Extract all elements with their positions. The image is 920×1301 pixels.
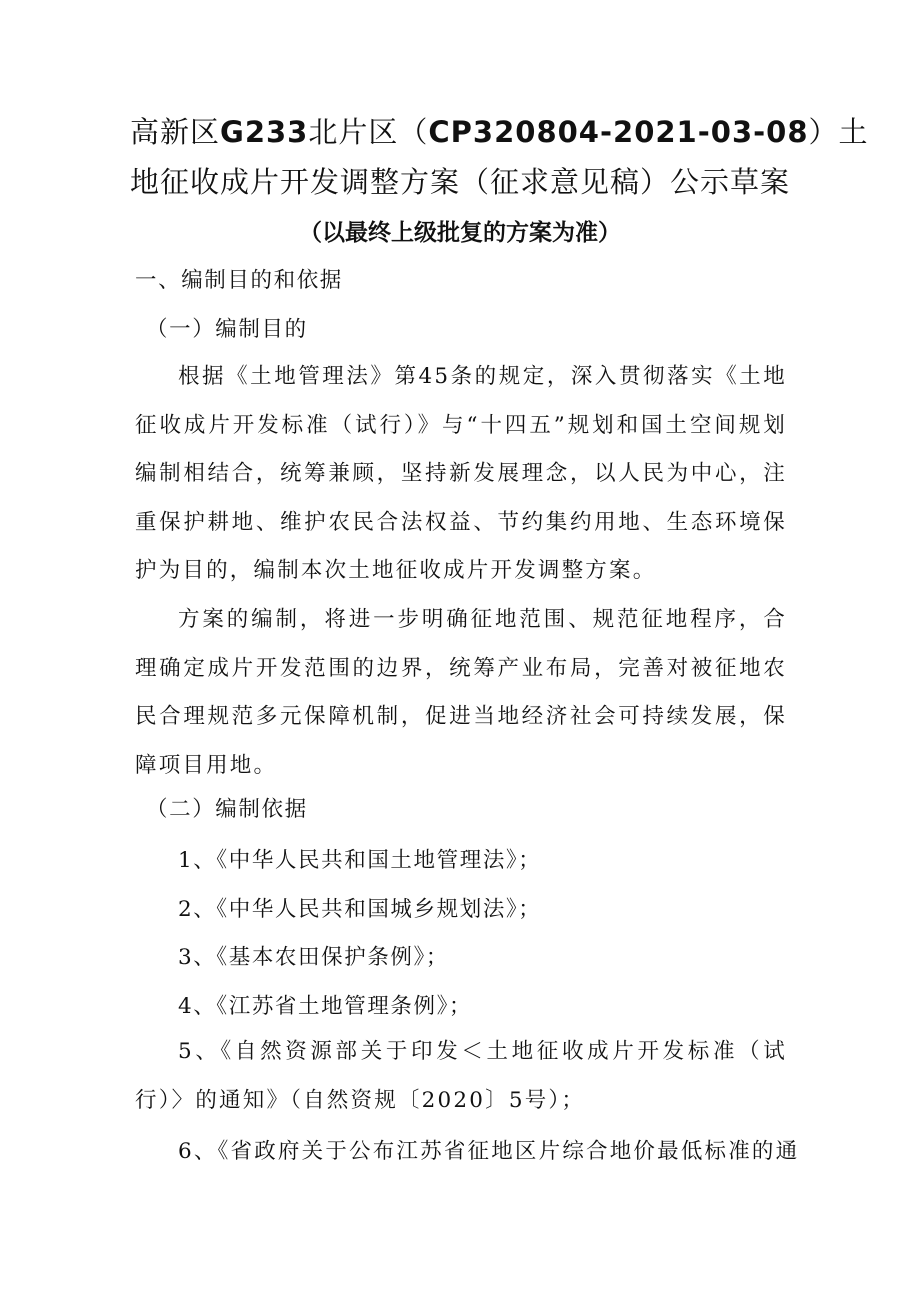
paragraph-purpose-2: 方案的编制，将进一步明确征地范围、规范征地程序，合理确定成片开发范围的边界，统筹产业布局，完善对被征地农民合理规范多元保障机制，促进当地经济社会可持续发展，保障项目用地。 xyxy=(135,607,787,778)
section-heading-1: 一、编制目的和依据 xyxy=(135,268,343,293)
basis-list-item: 1、《中华人民共和国土地管理法》； xyxy=(178,848,542,873)
document-title-line-1: 高新区G233北片区（CP320804-2021-03-08）土 xyxy=(130,115,869,149)
basis-list-item: 6、《省政府关于公布江苏省征地区片综合地价最低标准的通 xyxy=(178,1139,800,1164)
paragraph-purpose-1: 根据《土地管理法》第45条的规定，深入贯彻落实《土地征收成片开发标准（试行）》与“十四五”规划和国土空间规划编制相结合，统筹兼顾，坚持新发展理念，以人民为中心，注重保护耕地、维护农民合法权益、节约集约用地、生态环境保护为目的，编制本次土地征收成片开发调整方案。 xyxy=(135,364,787,583)
basis-list-item: 2、《中华人民共和国城乡规划法》； xyxy=(178,897,542,922)
basis-list-item: 4、《江苏省土地管理条例》； xyxy=(178,994,473,1019)
document-title-line-2: 地征收成片开发调整方案（征求意见稿）公示草案 xyxy=(130,165,791,199)
basis-list-item: 3、《基本农田保护条例》； xyxy=(178,945,449,970)
document-subtitle: （以最终上级批复的方案为准） xyxy=(299,220,621,246)
basis-list-item: 5、《自然资源部关于印发＜土地征收成片开发标准（试行）〉的通知》（自然资规〔2020〕5号）； xyxy=(135,1039,787,1113)
subsection-heading-purpose: （一）编制目的 xyxy=(146,317,308,342)
subsection-heading-basis: （二）编制依据 xyxy=(146,797,308,822)
